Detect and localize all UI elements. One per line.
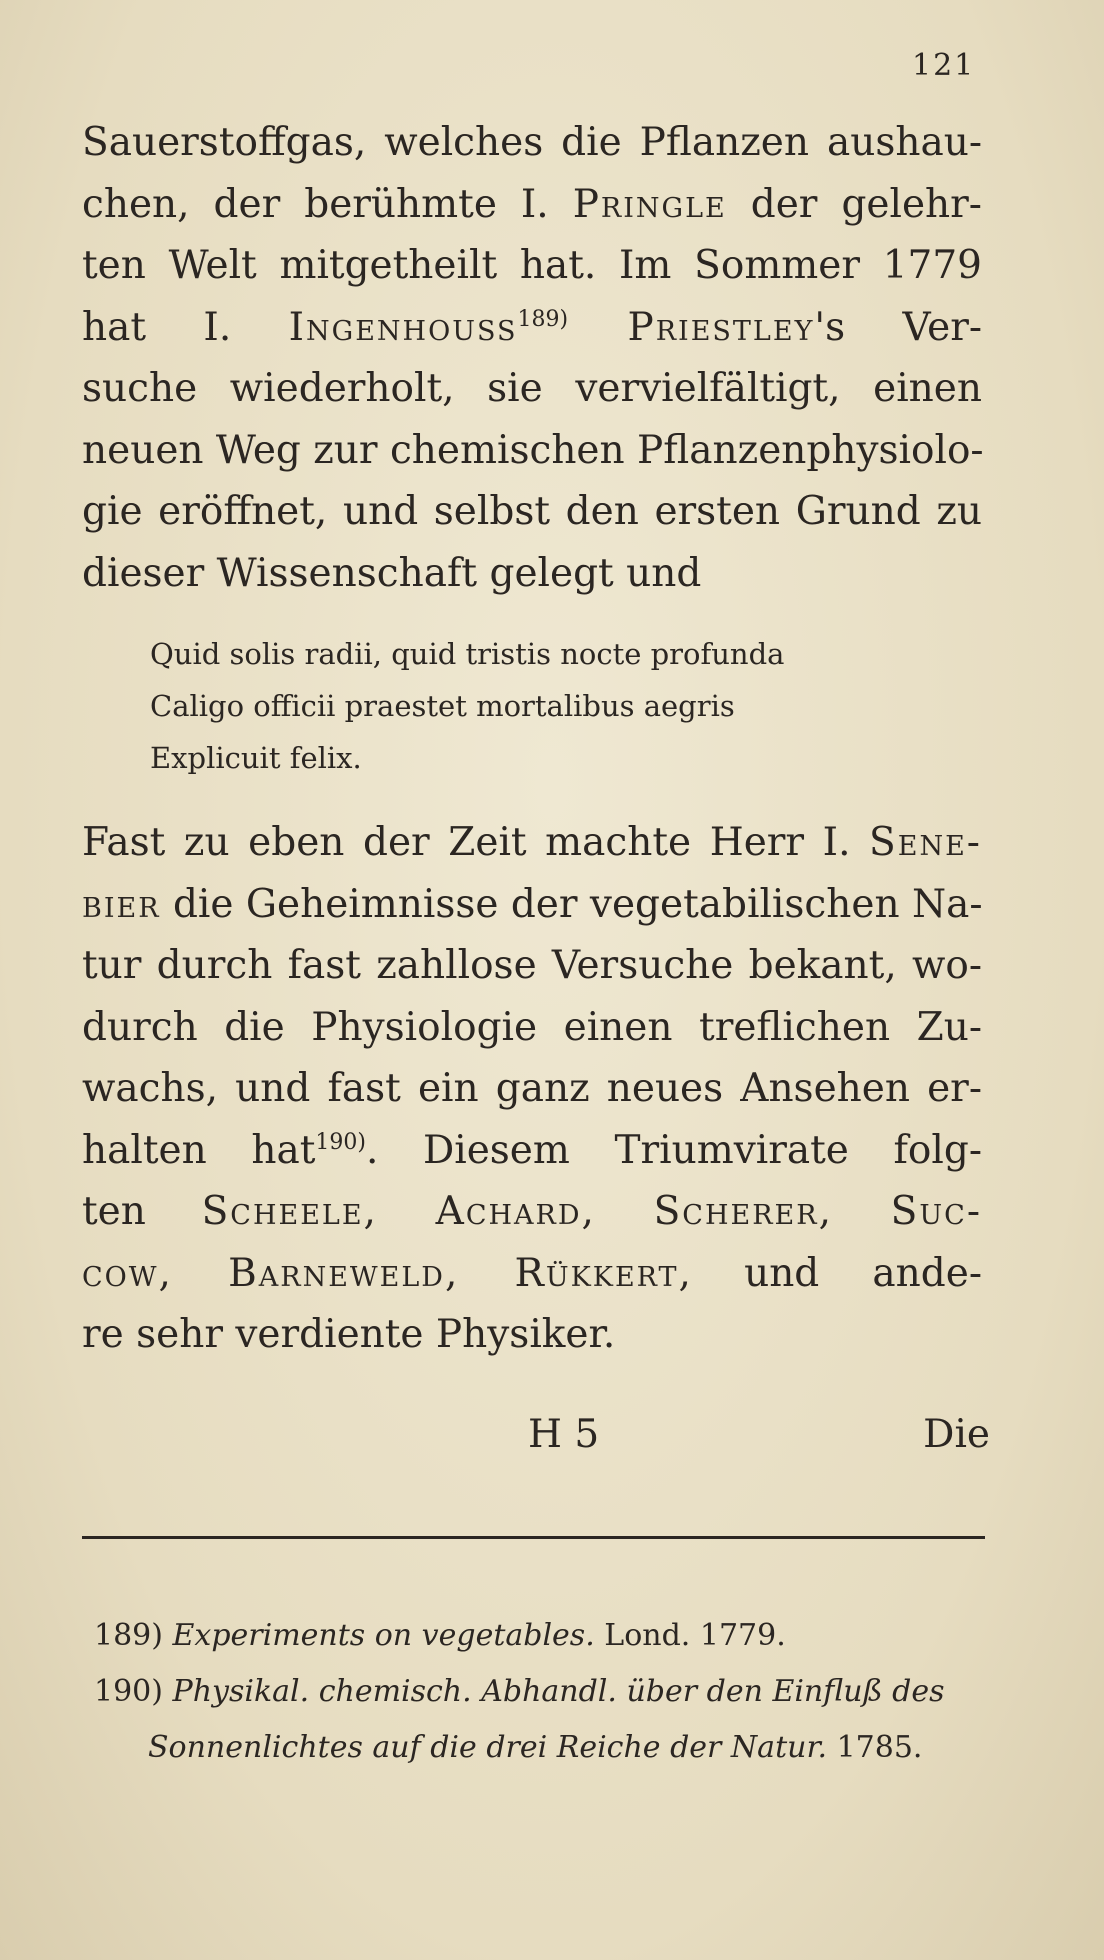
text-line bbox=[82, 1243, 982, 1305]
text-run: die Geheimnisse der vegetabilischen Na- bbox=[160, 881, 983, 927]
footnote-title: Experiments on vegetables. bbox=[172, 1618, 595, 1653]
text-line bbox=[82, 812, 982, 874]
text-run: dieser Wissenschaft gelegt und bbox=[82, 550, 702, 596]
name-small-caps: Priestley bbox=[568, 304, 815, 350]
text-line bbox=[82, 235, 982, 297]
footnotes bbox=[94, 1608, 994, 1776]
text-run: suche wiederholt, sie vervielfältigt, einen bbox=[82, 366, 982, 411]
name-small-caps: Sene- bbox=[869, 820, 982, 865]
text-line bbox=[82, 481, 982, 543]
name-small-caps: Ingenhouss bbox=[288, 304, 518, 350]
footnote-reference: 190) bbox=[315, 1129, 366, 1155]
text-line bbox=[82, 420, 982, 482]
page-number: 121 bbox=[912, 48, 976, 83]
latin-verse-quote bbox=[150, 628, 890, 784]
text-run: 's Ver- bbox=[814, 304, 983, 350]
text-line bbox=[82, 997, 982, 1059]
text-line bbox=[82, 358, 982, 420]
text-run: , und ande- bbox=[678, 1250, 983, 1296]
text-run: gie eröffnet, und selbst den ersten Grund zu bbox=[82, 489, 982, 534]
text-line bbox=[82, 1304, 982, 1366]
text-line bbox=[82, 1058, 982, 1120]
footnote-number: 189) bbox=[94, 1618, 163, 1653]
text-run: tur durch fast zahllose Versuche bekant, wo- bbox=[82, 943, 982, 988]
text-run: . Diesem Triumvirate folg- bbox=[365, 1127, 982, 1173]
text-run: hat I. bbox=[82, 304, 289, 350]
footnote-rule bbox=[82, 1536, 985, 1539]
footnote-reference: 189) bbox=[517, 306, 569, 332]
name-small-caps: cow, Barneweld, Rükkert bbox=[82, 1250, 679, 1296]
text-run: Fast zu eben der Zeit machte Herr I. bbox=[82, 820, 870, 865]
footnote bbox=[94, 1720, 994, 1776]
text-run: ten Welt mitgetheilt hat. Im Sommer 1779 bbox=[82, 243, 982, 288]
text-run: re sehr verdiente Physiker. bbox=[82, 1312, 616, 1357]
text-line bbox=[82, 1120, 982, 1182]
name-small-caps: Scheele, Achard, Scherer, Suc- bbox=[201, 1189, 982, 1234]
paragraph-1 bbox=[82, 112, 982, 604]
footnote-citation: Lond. 1779. bbox=[594, 1618, 786, 1653]
signature-row bbox=[82, 1412, 990, 1462]
text-run: ten bbox=[82, 1189, 202, 1234]
text-run: wachs, und fast ein ganz neues Ansehen er- bbox=[82, 1066, 982, 1111]
text-run: der gelehr- bbox=[726, 181, 982, 227]
footnote-number: 190) bbox=[94, 1674, 163, 1709]
text-run: halten hat bbox=[82, 1127, 316, 1173]
verse-line: Explicuit felix. bbox=[150, 741, 362, 775]
paragraph-2 bbox=[82, 812, 982, 1366]
text-run: Sauerstoffgas, welches die Pflanzen aushau- bbox=[82, 120, 982, 165]
text-run: chen, der berühmte I. bbox=[82, 181, 573, 227]
text-line bbox=[82, 112, 982, 174]
name-small-caps: bier bbox=[82, 881, 161, 927]
verse-line: Quid solis radii, quid tristis nocte profunda bbox=[150, 637, 785, 671]
catchword: Die bbox=[923, 1412, 990, 1457]
text-run: durch die Physiologie einen treflichen Zu- bbox=[82, 1004, 982, 1050]
text-line bbox=[82, 297, 982, 359]
text-line bbox=[82, 874, 982, 936]
verse-line: Caligo officii praestet mortalibus aegris bbox=[150, 689, 735, 723]
footnote bbox=[94, 1608, 994, 1664]
text-run: neuen Weg zur chemischen Pflanzenphysiolo- bbox=[82, 427, 984, 473]
text-line bbox=[82, 1181, 982, 1243]
footnote bbox=[94, 1664, 994, 1720]
name-small-caps: Pringle bbox=[572, 181, 727, 227]
text-line bbox=[82, 935, 982, 997]
footnote-title: Physikal. chemisch. Abhandl. über den Einfluß des bbox=[172, 1674, 945, 1709]
footnote-title: Sonnenlichtes auf die drei Reiche der Natur. bbox=[148, 1730, 828, 1765]
footnote-citation: 1785. bbox=[827, 1730, 923, 1765]
text-line bbox=[82, 174, 982, 236]
text-line bbox=[82, 543, 982, 605]
printer-signature: H 5 bbox=[528, 1412, 600, 1457]
